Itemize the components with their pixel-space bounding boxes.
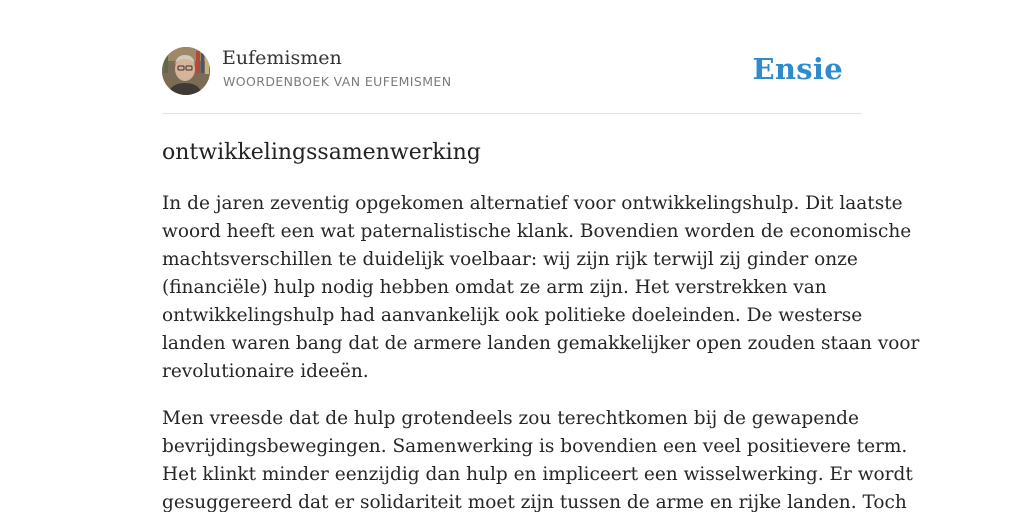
text-line: landen waren bang dat de armere landen gemakkelijker open zouden staan voor: [162, 333, 920, 354]
text-line: bevrijdingsbewegingen. Samenwerking is bovendien een veel positievere term.: [162, 436, 908, 457]
text-line: ontwikkelingshulp had aanvankelijk ook politieke doeleinden. De westerse: [162, 305, 863, 326]
text-line: machtsverschillen te duidelijk voelbaar: wij zijn rijk terwijl zij ginder onze: [162, 249, 858, 270]
text-line: revolutionaire ideeën.: [162, 361, 369, 382]
entry-paragraph: [162, 405, 913, 512]
entry-paragraph: [162, 190, 920, 386]
blog-header: [162, 46, 862, 96]
header-divider: [162, 113, 862, 114]
author-avatar[interactable]: [162, 47, 210, 95]
text-line: gesuggereerd dat er solidariteit moet zijn tussen de arme en rijke landen. Toch: [162, 492, 907, 512]
blog-subtitle: WOORDENBOEK VAN EUFEMISMEN: [223, 74, 452, 89]
entry-content: [162, 190, 920, 512]
text-line: woord heeft een wat paternalistische klank. Bovendien worden de economische: [162, 221, 912, 242]
ensie-logo-link[interactable]: Ensie: [752, 52, 843, 86]
text-line: Het klinkt minder eenzijdig dan hulp en impliceert een wisselwerking. Er wordt: [162, 464, 913, 485]
blog-name[interactable]: Eufemismen: [222, 47, 342, 69]
author-photo-icon: [162, 47, 210, 95]
text-line: Men vreesde dat de hulp grotendeels zou terechtkomen bij de gewapende: [162, 408, 859, 429]
entry-term: ontwikkelingssamenwerking: [162, 140, 481, 165]
text-line: In de jaren zeventig opgekomen alternatief voor ontwikkelingshulp. Dit laatste: [162, 193, 903, 214]
text-line: (financiële) hulp nodig hebben omdat ze arm zijn. Het verstrekken van: [162, 277, 827, 298]
